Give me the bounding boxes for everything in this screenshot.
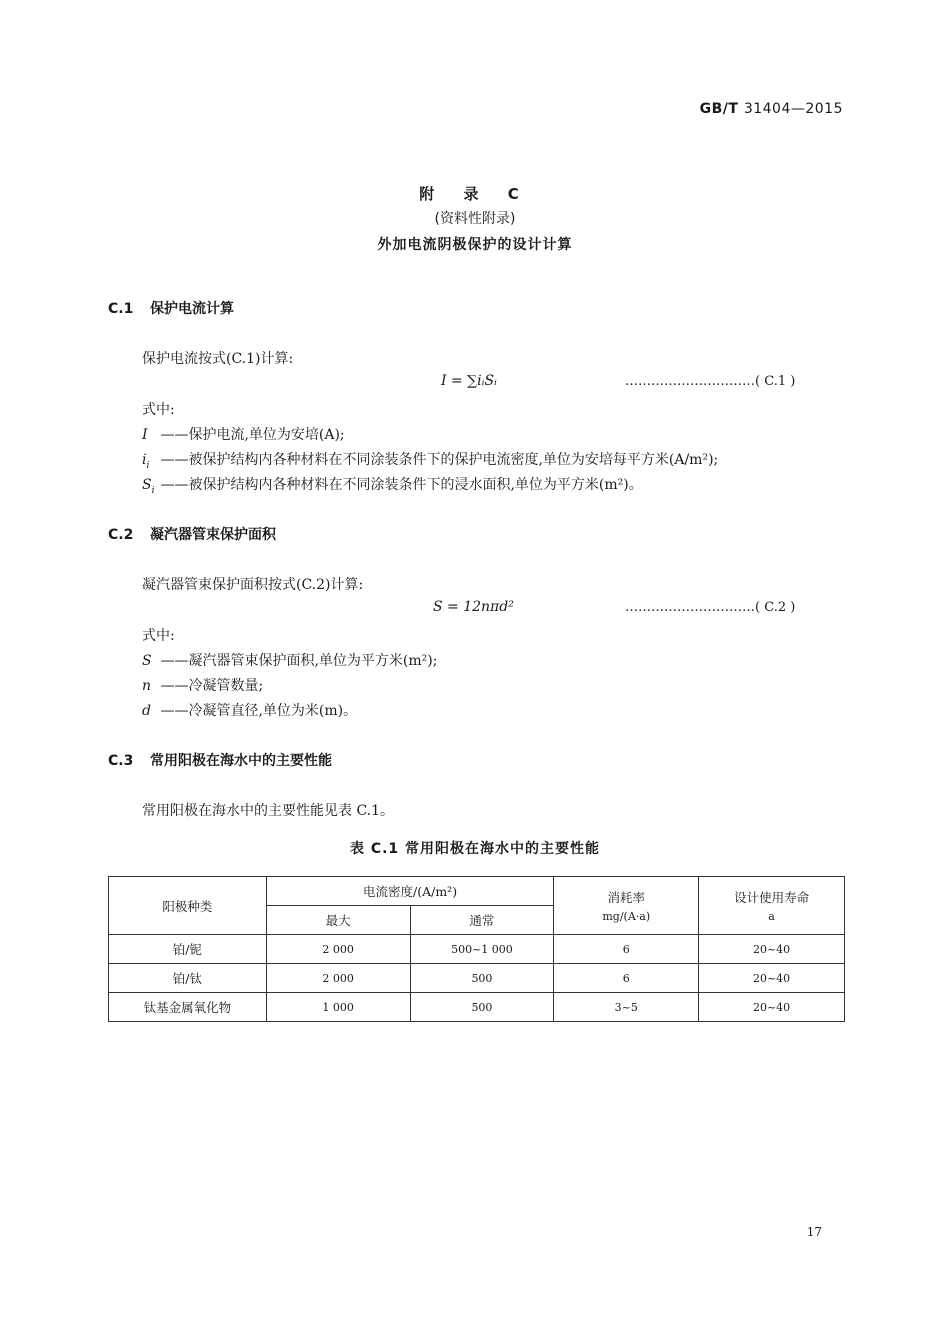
definition-text: ——被保护结构内各种材料在不同涂装条件下的浸水面积,单位为平方米(m²)。 (156, 477, 643, 493)
table-row (109, 993, 845, 1022)
section-heading-c2 (108, 524, 276, 544)
life-label: 设计使用寿命 (734, 890, 810, 905)
cell-life: 20~40 (699, 935, 845, 964)
table-row (109, 935, 845, 964)
definition-line (142, 424, 345, 444)
standard-number (700, 101, 843, 117)
cell-normal: 500 (410, 993, 554, 1022)
definition-line (142, 675, 263, 695)
cell-consumption: 6 (554, 964, 699, 993)
definition-symbol: S (142, 653, 152, 669)
definition-text: ——保护电流,单位为安培(A); (156, 427, 345, 443)
definition-symbol: n (142, 678, 152, 694)
definition-symbol: I (142, 427, 148, 443)
consumption-label: 消耗率 (607, 890, 646, 905)
cell-consumption: 6 (554, 935, 699, 964)
section-number: C.1 (108, 301, 134, 317)
table-header-row (109, 877, 845, 906)
life-unit: a (768, 910, 775, 923)
definition-text: ——冷凝管数量; (156, 678, 264, 694)
appendix-title: 附 录 C (419, 185, 531, 203)
formula-c2: S = 12nπd² (433, 599, 514, 615)
cell-max: 2 000 (266, 964, 410, 993)
equation-number-c2: …………………………( C.2 ) (625, 600, 796, 615)
appendix-name: 外加电流阴极保护的设计计算 (377, 237, 573, 253)
header-normal: 通常 (410, 906, 554, 935)
cell-consumption: 3~5 (554, 993, 699, 1022)
appendix-type: (资料性附录) (434, 211, 516, 227)
section-intro: 保护电流按式(C.1)计算: (142, 351, 294, 367)
cell-normal: 500~1 000 (410, 935, 554, 964)
header-anode-type: 阳极种类 (109, 877, 267, 935)
table-caption: 表 C.1 常用阳极在海水中的主要性能 (349, 841, 601, 857)
cell-max: 1 000 (266, 993, 410, 1022)
definition-symbol: d (142, 703, 151, 719)
definition-symbol: $S_i$ (142, 477, 155, 496)
cell-type: 铂/钛 (109, 964, 267, 993)
section-title: 保护电流计算 (150, 301, 234, 317)
definition-line (142, 449, 718, 469)
cell-type: 铂/铌 (109, 935, 267, 964)
section-heading-c3 (108, 750, 332, 770)
cell-life: 20~40 (699, 993, 845, 1022)
header-consumption (554, 877, 699, 935)
section-title: 常用阳极在海水中的主要性能 (150, 753, 332, 769)
header-life (699, 877, 845, 935)
where-label: 式中: (142, 628, 175, 644)
consumption-unit: mg/(A·a) (602, 910, 651, 923)
definition-line (142, 474, 643, 494)
cell-life: 20~40 (699, 964, 845, 993)
header-current-density: 电流密度/(A/m²) (266, 877, 554, 906)
cell-max: 2 000 (266, 935, 410, 964)
page-number: 17 (806, 1225, 822, 1239)
equation-number-c1: …………………………( C.1 ) (625, 374, 796, 389)
definition-text: ——冷凝管直径,单位为米(m)。 (156, 703, 358, 719)
where-label: 式中: (142, 402, 175, 418)
definition-line (142, 650, 437, 670)
section-title: 凝汽器管束保护面积 (150, 527, 276, 543)
definition-symbol: $i_i$ (142, 452, 150, 471)
section-intro: 常用阳极在海水中的主要性能见表 C.1。 (142, 803, 395, 819)
cell-type: 钛基金属氧化物 (109, 993, 267, 1022)
cell-normal: 500 (410, 964, 554, 993)
definition-text: ——凝汽器管束保护面积,单位为平方米(m²); (156, 653, 438, 669)
anode-performance-table (108, 876, 845, 1022)
header-max: 最大 (266, 906, 410, 935)
section-heading-c1 (108, 298, 234, 318)
section-number: C.2 (108, 527, 134, 543)
definition-line (142, 700, 357, 720)
standard-code: GB/T (699, 101, 739, 117)
section-number: C.3 (108, 753, 134, 769)
section-intro: 凝汽器管束保护面积按式(C.2)计算: (142, 577, 364, 593)
table-row (109, 964, 845, 993)
definition-text: ——被保护结构内各种材料在不同涂装条件下的保护电流密度,单位为安培每平方米(A/m²); (156, 452, 719, 468)
standard-year: 31404—2015 (743, 101, 843, 117)
formula-c1: I = ∑iᵢSᵢ (441, 373, 497, 389)
